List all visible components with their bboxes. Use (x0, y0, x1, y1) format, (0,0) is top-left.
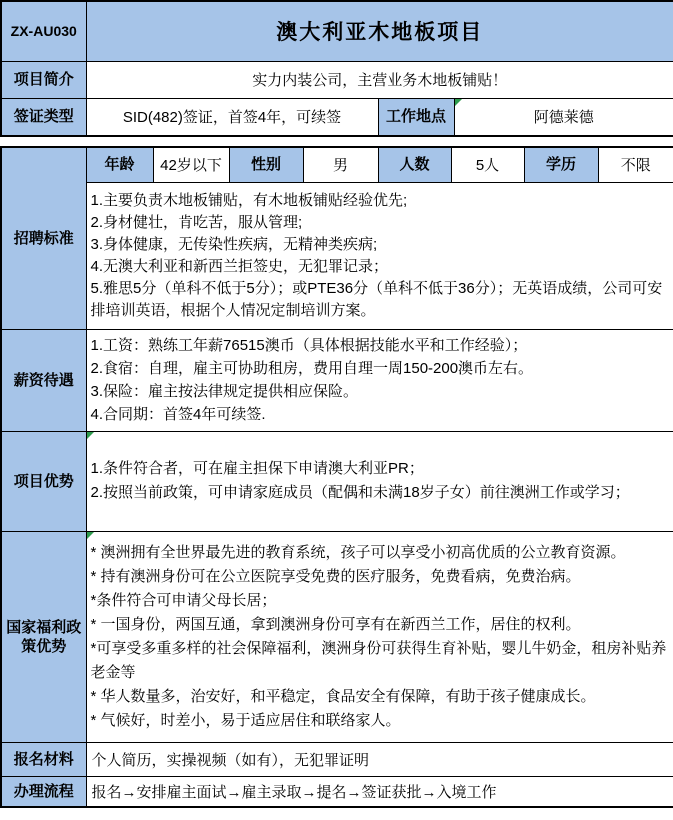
title-row (1, 1, 673, 61)
recruit-content-row (1, 182, 673, 329)
age-value: 42岁以下 (153, 147, 229, 182)
list-item: * 气候好，时差小，易于适应居住和联络家人。 (90, 711, 401, 729)
process-value: 报名→安排雇主面试→雇主录取→提名→签证获批→入境工作 (86, 776, 673, 807)
list-item: 2.按照当前政策，可申请家庭成员（配偶和未满18岁子女）前往澳洲工作或学习； (90, 484, 630, 501)
comment-indicator-icon (87, 532, 95, 540)
count-value: 5人 (451, 147, 524, 182)
list-item: 3.身体健康，无传染性疾病，无精神类疾病; (90, 235, 378, 253)
list-item: 1.条件符合者，可在雇主担保下申请澳大利亚PR； (90, 460, 424, 477)
gender-value: 男 (303, 147, 378, 182)
materials-row (1, 742, 673, 776)
age-label: 年龄 (86, 147, 153, 182)
education-label: 学历 (524, 147, 598, 182)
requirements-header-row (1, 147, 673, 182)
materials-section-label: 报名材料 (1, 742, 86, 776)
list-item: 1.工资：熟练工年薪76515澳币（具体根据技能水平和工作经验）； (90, 337, 528, 354)
salary-section-label: 薪资待遇 (1, 329, 86, 431)
table-spacer (0, 137, 673, 146)
process-row (1, 776, 673, 807)
welfare-section-label: 国家福利政策优势 (1, 531, 86, 742)
list-item: 3.保险：雇主按法律规定提供相应保险。 (90, 383, 359, 400)
welfare-content (86, 531, 673, 742)
process-section-label: 办理流程 (1, 776, 86, 807)
recruit-section-label: 招聘标准 (1, 147, 86, 329)
page-title: 澳大利亚木地板项目 (86, 1, 673, 61)
visa-row (1, 98, 673, 136)
list-item: * 持有澳洲身份可在公立医院享受免费的医疗服务，免费看病，免费治病。 (90, 567, 581, 585)
intro-row (1, 61, 673, 98)
welfare-row (1, 531, 673, 742)
materials-value: 个人简历，实操视频（如有），无犯罪证明 (86, 742, 673, 776)
comment-indicator-icon (455, 99, 463, 107)
visa-value: SID(482)签证，首签4年，可续签 (86, 98, 378, 136)
location-label: 工作地点 (378, 98, 454, 136)
list-item: * 一国身份，两国互通，拿到澳洲身份可享有在新西兰工作，居住的权利。 (90, 615, 581, 633)
list-item: 5.雅思5分（单科不低于5分）；或PTE36分（单科不低于36分）；无英语成绩，公司可安排培训英语，根据个人情况定制培训方案。 (90, 279, 663, 319)
education-value: 不限 (598, 147, 673, 182)
advantage-content (86, 431, 673, 531)
list-item: *条件符合可申请父母长居； (90, 591, 277, 609)
header-table (0, 0, 673, 137)
advantage-row (1, 431, 673, 531)
count-label: 人数 (378, 147, 451, 182)
list-item: 4.无澳大利亚和新西兰拒签史，无犯罪记录； (90, 257, 389, 275)
intro-value: 实力内装公司，主营业务木地板铺贴！ (86, 61, 673, 98)
intro-label: 项目简介 (1, 61, 86, 98)
salary-content (86, 329, 673, 431)
detail-table (0, 146, 673, 808)
list-item: 2.身材健壮，肯吃苦，服从管理; (90, 213, 303, 231)
location-value: 阿德莱德 (454, 98, 673, 136)
list-item: *可享受多重多样的社会保障福利，澳洲身份可获得生育补贴，婴儿牛奶金，租房补贴养老金等 (90, 639, 667, 681)
project-code: ZX-AU030 (1, 1, 86, 61)
advantage-section-label: 项目优势 (1, 431, 86, 531)
gender-label: 性别 (229, 147, 303, 182)
list-item: * 华人数量多，治安好，和平稳定，食品安全有保障，有助于孩子健康成长。 (90, 687, 596, 705)
salary-row (1, 329, 673, 431)
recruit-content (86, 182, 673, 329)
list-item: 1.主要负责木地板铺贴，有木地板铺贴经验优先; (90, 191, 408, 209)
list-item: 2.食宿：自理，雇主可协助租房，费用自理一周150-200澳币左右。 (90, 360, 534, 377)
list-item: 4.合同期：首签4年可续签. (90, 406, 266, 423)
list-item: * 澳洲拥有全世界最先进的教育系统，孩子可以享受小初高优质的公立教育资源。 (90, 543, 626, 561)
comment-indicator-icon (87, 432, 95, 440)
visa-label: 签证类型 (1, 98, 86, 136)
